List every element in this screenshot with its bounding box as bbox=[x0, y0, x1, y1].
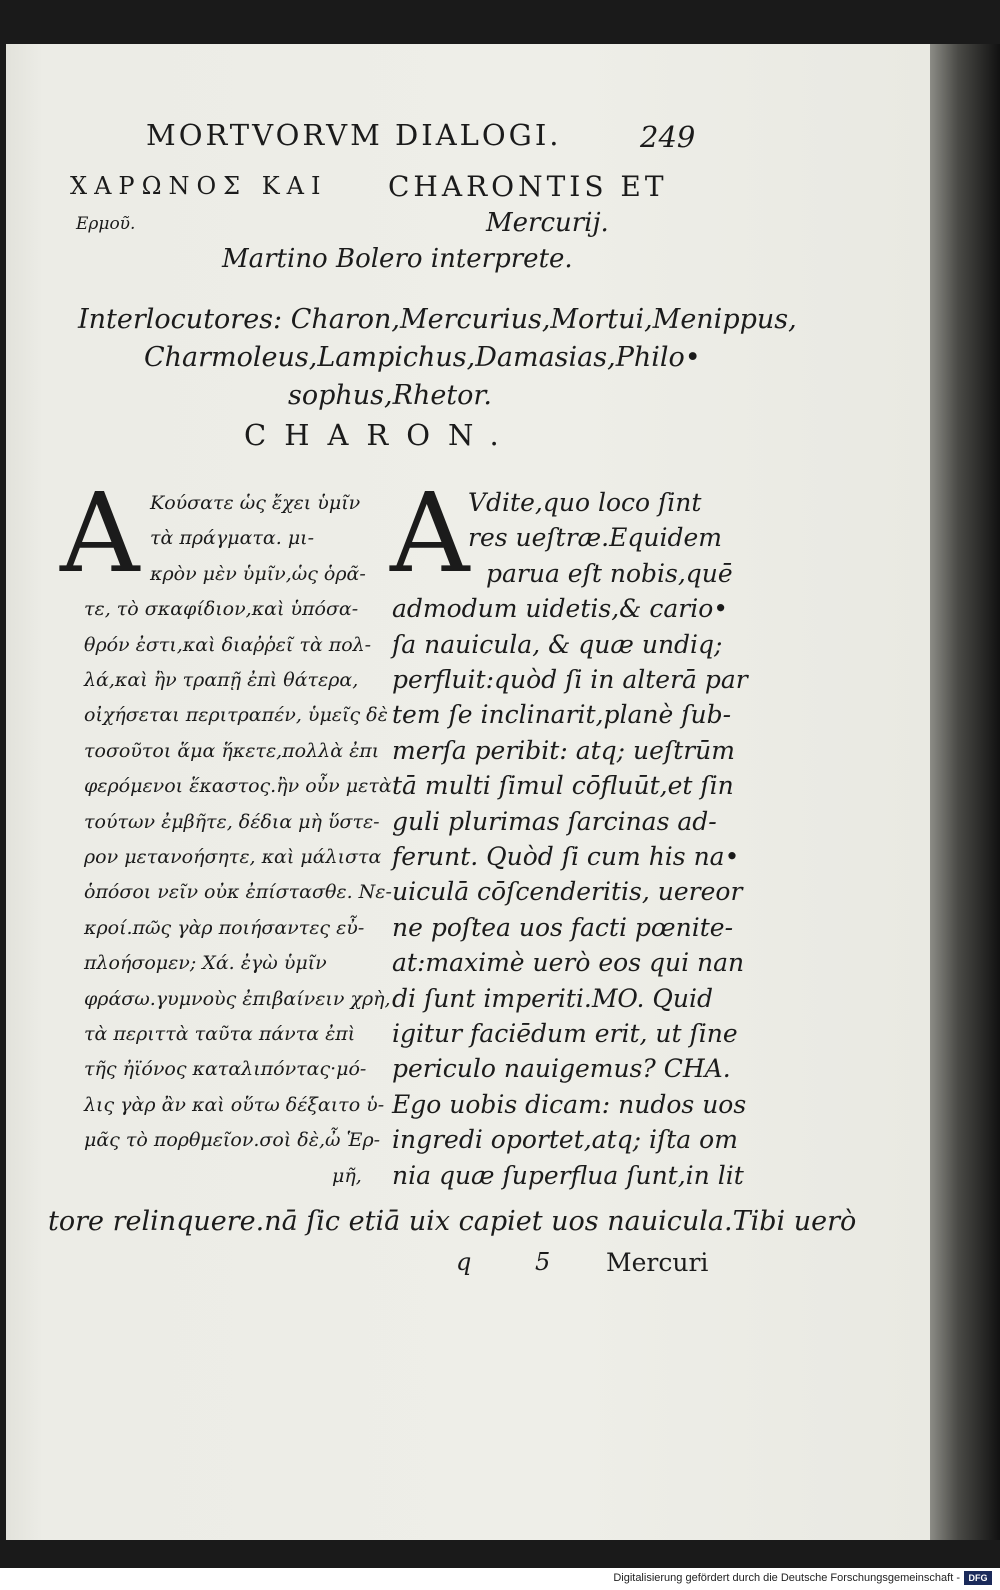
greek-line: θρόν ἐστι,καὶ διαῤῥεῖ τὰ πολ- bbox=[84, 633, 372, 656]
greek-line: τὰ περιττὰ ταῦτα πάντα ἐπὶ bbox=[84, 1023, 356, 1045]
latin-line: ingredi oportet,atq; iſta om bbox=[392, 1125, 738, 1155]
latin-line: tā multi ſimul cōfluūt,et ſin bbox=[392, 771, 734, 801]
latin-line: ferunt. Quòd ſi cum his na• bbox=[392, 842, 740, 871]
speaker-heading: CHARON. bbox=[244, 418, 517, 452]
latin-line: admodum uidetis,& cario• bbox=[392, 594, 728, 624]
latin-line: at:maximè uerò eos qui nan bbox=[392, 948, 745, 978]
greek-line: μῆ, bbox=[332, 1164, 362, 1187]
latin-dropcap: A bbox=[390, 469, 470, 597]
latin-line: igitur faciēdum erit, ut ſine bbox=[392, 1019, 738, 1048]
greek-line: οἰχήσεται περιτραπέν, ὑμεῖς δὲ bbox=[84, 704, 388, 727]
latin-line: res ueſtræ.Equidem bbox=[468, 523, 722, 553]
latin-line: di ſunt imperiti.MO. Quid bbox=[392, 983, 713, 1013]
greek-subtitle: Ερμοῦ. bbox=[76, 214, 136, 234]
greek-line: λις γὰρ ἂν καὶ οὕτω δέξαιτο ὑ- bbox=[84, 1093, 385, 1116]
latin-line: guli plurimas ſarcinas ad- bbox=[392, 806, 717, 836]
interlocutors-line-2: Charmoleus,Lampichus,Damasias,Philo• bbox=[144, 342, 701, 373]
dfg-logo: DFG bbox=[964, 1571, 992, 1585]
greek-line: Κούσατε ὡς ἔχει ὑμῖν bbox=[150, 492, 361, 514]
catchword: Mercuri bbox=[606, 1248, 709, 1277]
latin-line: periculo nauigemus? CHA. bbox=[392, 1054, 731, 1084]
latin-title: CHARONTIS ET bbox=[388, 170, 668, 203]
greek-line: τῆς ἠϊόνος καταλιπόντας·μό- bbox=[84, 1058, 367, 1081]
page-number: 249 bbox=[640, 120, 696, 154]
greek-line: κρὸν μὲν ὑμῖν,ὡς ὁρᾶ- bbox=[150, 562, 366, 585]
greek-line: τοσοῦτοι ἅμα ἥκετε,πολλὰ ἐπι bbox=[84, 739, 380, 762]
greek-line: κροί.πῶς γὰρ ποιήσαντες εὖ- bbox=[84, 916, 365, 939]
greek-line: μᾶς τὸ πορθμεῖον.σοὶ δὲ,ὦ Ἑρ- bbox=[84, 1129, 381, 1152]
latin-line: ne poſtea uos facti pœnite- bbox=[392, 912, 734, 942]
greek-line: ρον μετανοήσητε, καὶ μάλιστα bbox=[84, 846, 382, 868]
greek-line: ὁπόσοι νεῖν οὐκ ἐπίστασθε. Νε- bbox=[84, 881, 392, 904]
latin-subtitle: Mercurij. bbox=[486, 208, 609, 238]
latin-line: uiculā cōſcenderitis, uereor bbox=[392, 877, 743, 907]
latin-line: tem ſe inclinarit,planè ſub- bbox=[392, 700, 732, 730]
latin-line: merſa peribit: atq; ueſtrūm bbox=[392, 735, 735, 765]
footer-bar bbox=[0, 1568, 1000, 1590]
greek-line: τούτων ἐμβῆτε, δέδια μὴ ὕστε- bbox=[84, 810, 380, 833]
latin-line: perfluit:quòd ſi in alterā par bbox=[392, 665, 748, 694]
signature-mark: q 5 bbox=[456, 1248, 579, 1276]
greek-dropcap: A bbox=[60, 469, 140, 597]
greek-line: φερόμενοι ἕκαστος.ἢν οὖν μετὰ bbox=[84, 775, 392, 798]
greek-line: φράσω.γυμνοὺς ἐπιβαίνειν χρὴ, bbox=[84, 987, 391, 1010]
running-head: MORTVORVM DIALOGI. bbox=[146, 118, 562, 152]
page-edge bbox=[930, 44, 1000, 1540]
greek-line: λά,καὶ ἢν τραπῇ ἐπὶ θάτερα, bbox=[84, 669, 359, 691]
latin-line: Ego uobis dicam: nudos uos bbox=[392, 1089, 747, 1119]
footer-credit: Digitalisierung gefördert durch die Deutsche Forschungsgemeinschaft - bbox=[613, 1572, 960, 1584]
latin-line: ſa nauicula, & quæ undiq; bbox=[392, 629, 723, 659]
greek-line: τε, τὸ σκαφίδιον,καὶ ὑπόσα- bbox=[84, 598, 359, 621]
interlocutors-line-3: sophus,Rhetor. bbox=[288, 380, 492, 411]
last-line: tore relinquere.nā ſic etiā uix capiet uos nauicula.Tibi uerò bbox=[48, 1206, 857, 1237]
latin-line: nia quæ ſuperflua ſunt,in lit bbox=[392, 1160, 744, 1190]
latin-line: Vdite,quo loco ſint bbox=[468, 488, 702, 517]
interpreter-line: Martino Bolero interprete. bbox=[222, 244, 573, 274]
interlocutors-line-1: Interlocutores: Charon,Mercurius,Mortui,Menippus, bbox=[78, 304, 797, 335]
greek-title: ΧΑΡΩΝΟΣ ΚΑΙ bbox=[70, 172, 328, 200]
greek-line: τὰ πράγματα. μι- bbox=[150, 527, 315, 550]
greek-line: πλοήσομεν; Χά. ἐγὼ ὑμῖν bbox=[84, 952, 327, 975]
latin-line: parua eſt nobis,quē bbox=[486, 558, 733, 588]
